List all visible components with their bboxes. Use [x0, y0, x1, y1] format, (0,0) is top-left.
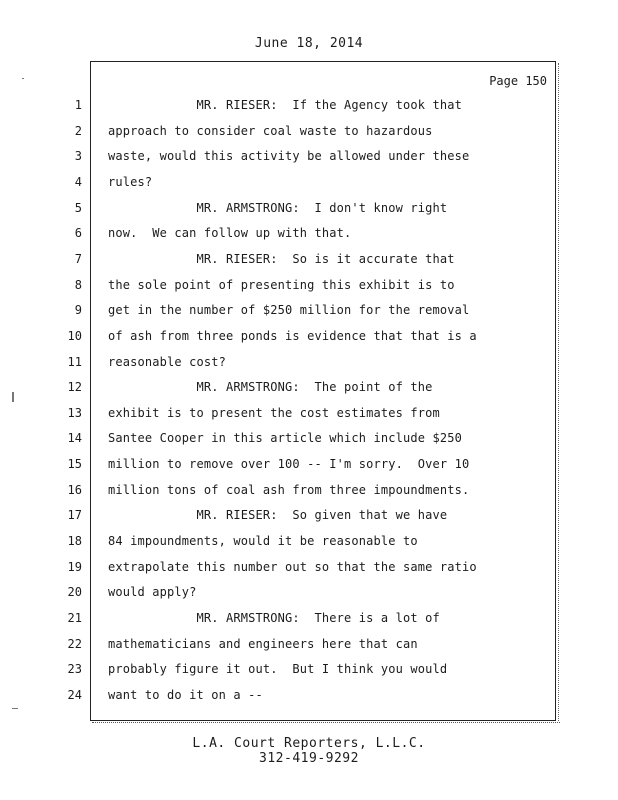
footer-phone: 312-419-9292	[259, 751, 359, 766]
page-number: Page 150	[489, 74, 547, 88]
transcript-line: probably figure it out. But I think you would	[108, 662, 448, 676]
line-number: 23	[67, 662, 82, 676]
transcript-line: get in the number of $250 million for the removal	[108, 303, 470, 317]
line-number: 7	[74, 252, 82, 266]
transcript-line: 84 impoundments, would it be reasonable to	[108, 534, 418, 548]
frame-edge-shadow	[558, 63, 559, 721]
line-number: 17	[67, 508, 82, 522]
scan-speck	[12, 392, 14, 402]
line-number: 20	[67, 585, 82, 599]
transcript-line: million to remove over 100 -- I'm sorry. Over 10	[108, 457, 470, 471]
transcript-line: MR. RIESER: If the Agency took that	[108, 98, 462, 112]
line-number: 5	[74, 201, 82, 215]
line-number: 14	[67, 431, 82, 445]
line-number: 16	[67, 483, 82, 497]
transcript-line: would apply?	[108, 585, 197, 599]
transcript-line: waste, would this activity be allowed under these	[108, 149, 470, 163]
transcript-line: reasonable cost?	[108, 355, 226, 369]
line-number: 18	[67, 534, 82, 548]
transcript-line: MR. ARMSTRONG: There is a lot of	[108, 611, 440, 625]
line-number: 24	[67, 688, 82, 702]
line-number: 2	[74, 124, 82, 138]
transcript-line: want to do it on a --	[108, 688, 263, 702]
scan-speck	[22, 78, 24, 79]
transcript-line: extrapolate this number out so that the same ratio	[108, 560, 477, 574]
line-number: 12	[67, 380, 82, 394]
line-number: 3	[74, 149, 82, 163]
line-number: 9	[74, 303, 82, 317]
transcript-line: Santee Cooper in this article which include $250	[108, 431, 462, 445]
transcript-line: MR. ARMSTRONG: The point of the	[108, 380, 433, 394]
transcript-line: mathematicians and engineers here that can	[108, 637, 418, 651]
transcript-line: now. We can follow up with that.	[108, 226, 352, 240]
line-number: 6	[74, 226, 82, 240]
line-number: 1	[74, 98, 82, 112]
scan-speck	[12, 708, 18, 709]
line-number: 10	[67, 329, 82, 343]
line-number: 21	[67, 611, 82, 625]
transcript-line: rules?	[108, 175, 153, 189]
transcript-line: the sole point of presenting this exhibit is to	[108, 278, 455, 292]
line-number: 4	[74, 175, 82, 189]
frame-bottom-shadow	[92, 722, 560, 723]
transcript-line: of ash from three ponds is evidence that that is a	[108, 329, 477, 343]
transcript-line: approach to consider coal waste to hazardous	[108, 124, 433, 138]
transcript-line: MR. RIESER: So is it accurate that	[108, 252, 455, 266]
line-number: 15	[67, 457, 82, 471]
footer-company: L.A. Court Reporters, L.L.C.	[192, 736, 426, 751]
line-number: 19	[67, 560, 82, 574]
transcript-line: million tons of coal ash from three impoundments.	[108, 483, 470, 497]
transcript-line: MR. RIESER: So given that we have	[108, 508, 448, 522]
line-number: 22	[67, 637, 82, 651]
line-number: 13	[67, 406, 82, 420]
transcript-date: June 18, 2014	[254, 36, 364, 51]
transcript-line: MR. ARMSTRONG: I don't know right	[108, 201, 448, 215]
transcript-line: exhibit is to present the cost estimates from	[108, 406, 440, 420]
line-number: 8	[74, 278, 82, 292]
line-number: 11	[67, 355, 82, 369]
